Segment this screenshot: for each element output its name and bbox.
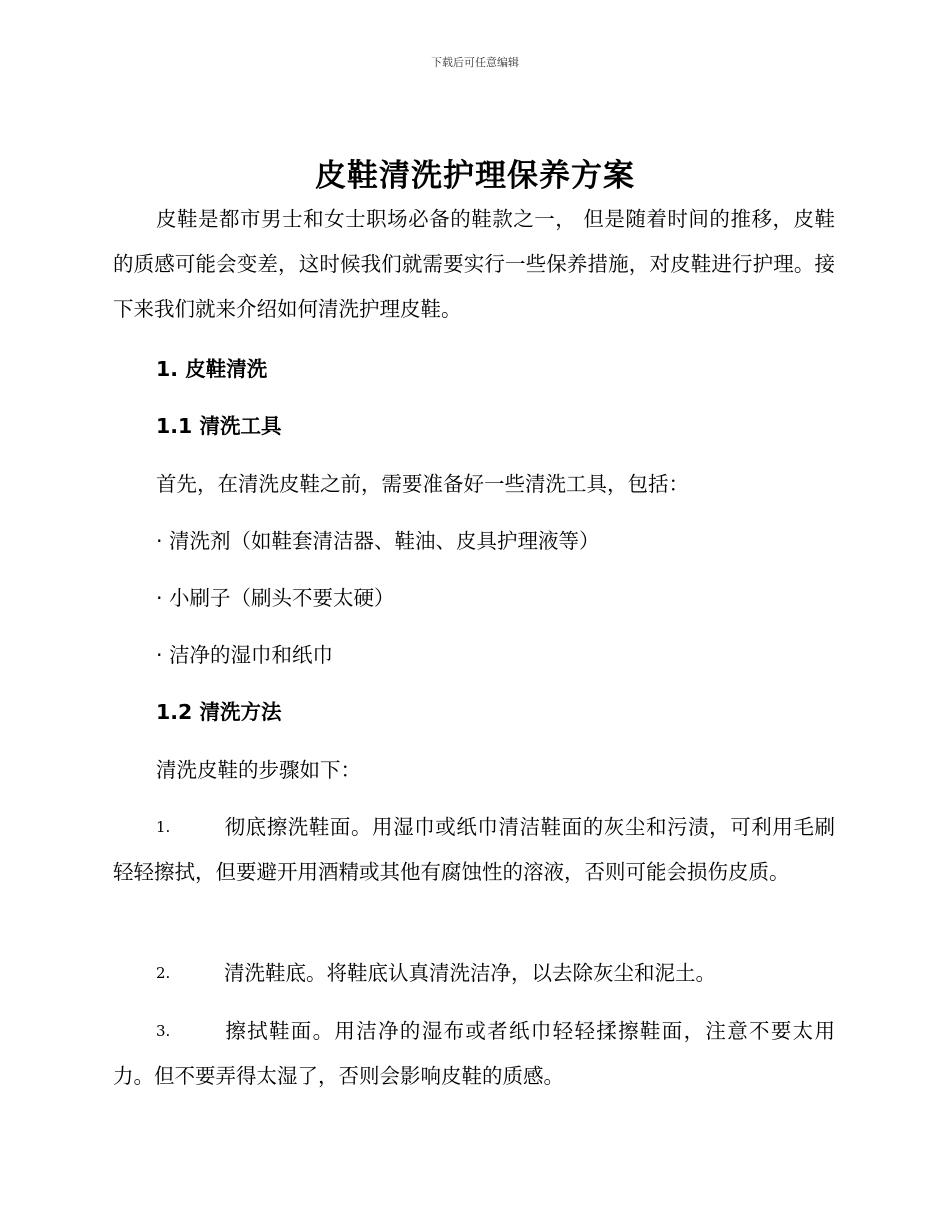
tools-lead-text: 首先，在清洗皮鞋之前，需要准备好一些清洗工具，包括： bbox=[156, 472, 689, 496]
step-number: 1. bbox=[156, 818, 171, 836]
tool-list-item: · 洁净的湿巾和纸巾 bbox=[156, 643, 334, 667]
tool-list-item: · 清洗剂（如鞋套清洁器、鞋油、皮具护理液等） bbox=[156, 529, 600, 553]
step-text: 清洗鞋底。将鞋底认真清洗洁净，以去除灰尘和泥土。 bbox=[224, 961, 716, 985]
step-item bbox=[113, 951, 835, 996]
step-text: 彻底擦洗鞋面。用湿巾或纸巾清洁鞋面的灰尘和污渍，可利用毛刷轻轻擦拭，但要避开用酒精或其他有腐蚀性的溶液，否则可能会损伤皮质。 bbox=[113, 815, 835, 884]
header-note: 下载后可任意编辑 bbox=[431, 56, 519, 69]
tool-list-item: · 小刷子（刷头不要太硬） bbox=[156, 586, 395, 610]
steps-lead-text: 清洗皮鞋的步骤如下： bbox=[156, 758, 361, 782]
step-number: 3. bbox=[156, 1022, 171, 1040]
step-number: 2. bbox=[156, 964, 171, 982]
step-item bbox=[113, 805, 835, 895]
subsection-heading-1-2: 1.2 清洗方法 bbox=[156, 700, 282, 724]
intro-paragraph: 皮鞋是都市男士和女士职场必备的鞋款之一， 但是随着时间的推移，皮鞋的质感可能会变差，这时候我们就需要实行一些保养措施，对皮鞋进行护理。接下来我们就来介绍如何清洗护理皮鞋。 bbox=[113, 207, 835, 321]
step-item bbox=[113, 1009, 835, 1099]
subsection-heading-1-1: 1.1 清洗工具 bbox=[156, 414, 282, 438]
step-text: 擦拭鞋面。用洁净的湿布或者纸巾轻轻揉擦鞋面，注意不要太用力。但不要弄得太湿了，否则会影响皮鞋的质感。 bbox=[113, 1019, 835, 1088]
document-title: 皮鞋清洗护理保养方案 bbox=[315, 158, 635, 194]
section-heading-1: 1. 皮鞋清洗 bbox=[156, 357, 268, 381]
